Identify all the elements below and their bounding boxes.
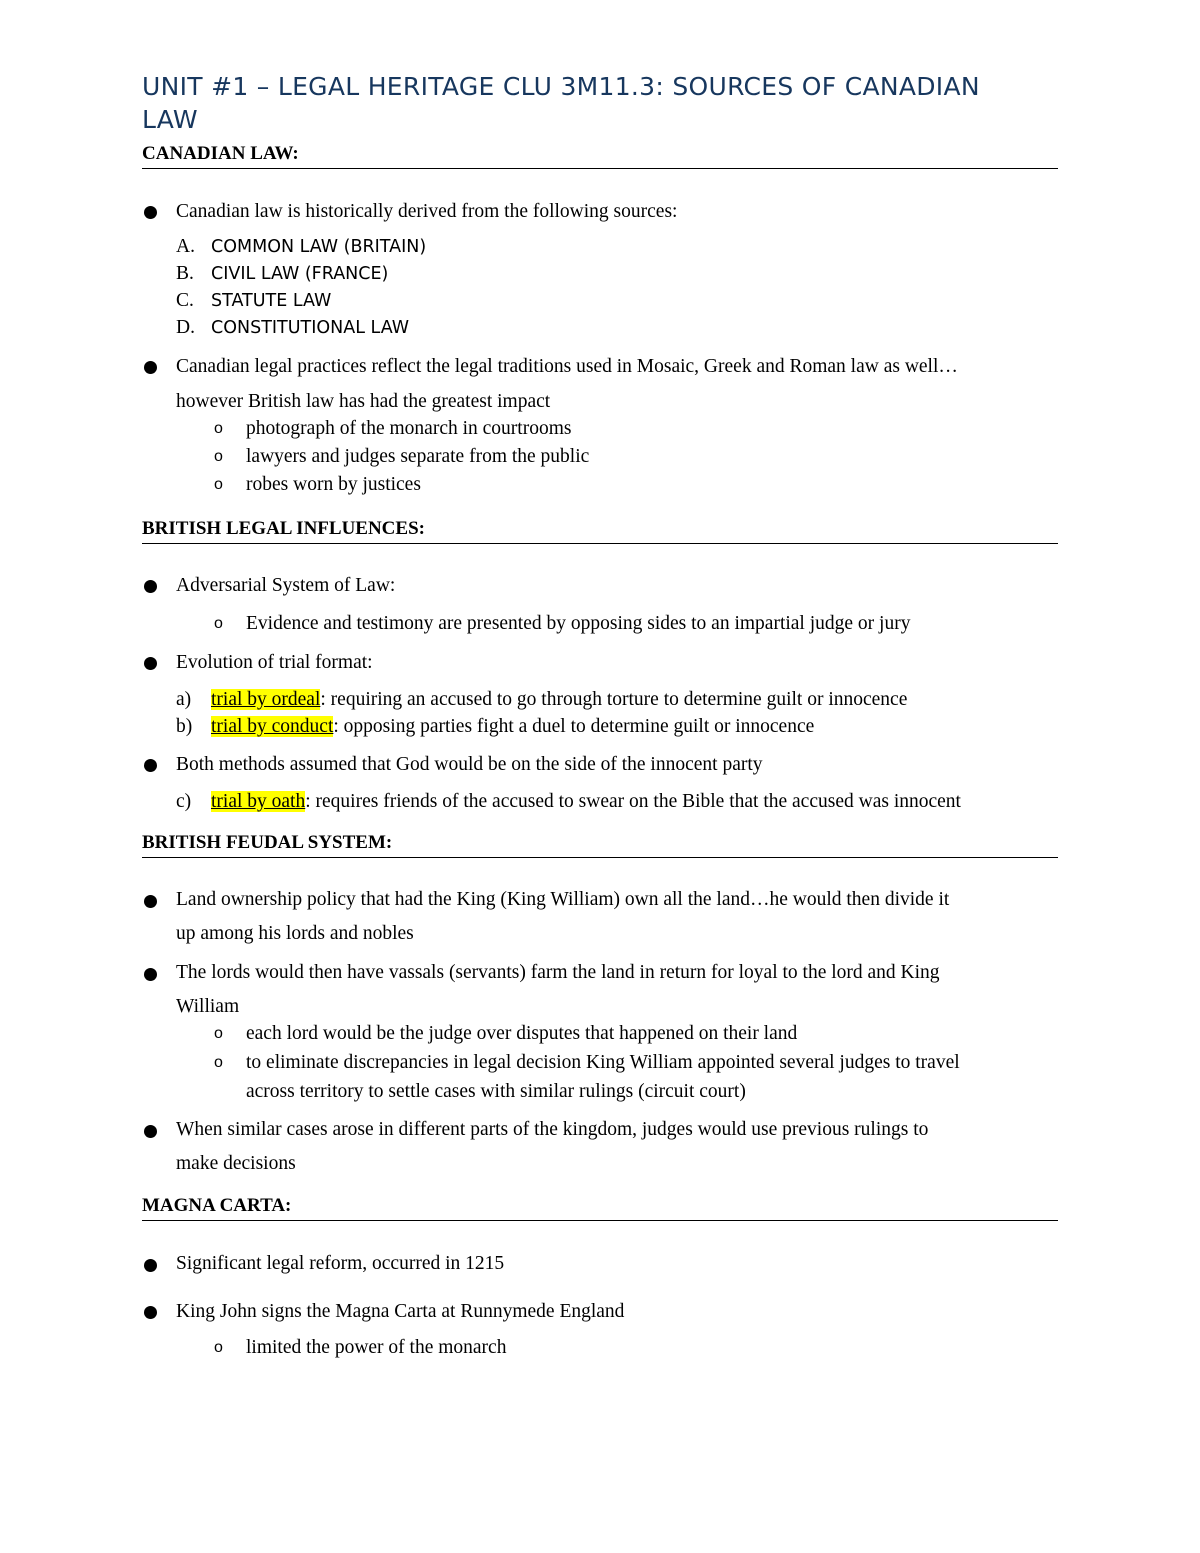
sub-bullet-icon: o — [214, 420, 223, 437]
bullet-text-continued: however British law has had the greatest impact — [176, 391, 551, 412]
term-definition: : opposing parties fight a duel to determine guilt or innocence — [333, 716, 815, 737]
sub-bullet-icon: o — [214, 615, 223, 632]
list-item: STATUTE LAW — [211, 291, 332, 311]
sub-bullet-icon: o — [214, 476, 223, 493]
section-heading-canadian-law: CANADIAN LAW: — [142, 143, 1058, 169]
sub-bullet-text: lawyers and judges separate from the public — [246, 446, 590, 467]
list-label: D. — [176, 317, 195, 338]
bullet-text: Both methods assumed that God would be on the side of the innocent party — [176, 754, 763, 775]
bullet-text: Canadian legal practices reflect the legal traditions used in Mosaic, Greek and Roman law as well… — [176, 356, 958, 377]
list-label: B. — [176, 263, 194, 284]
bullet-text: Significant legal reform, occurred in 1215 — [176, 1253, 505, 1274]
list-item: COMMON LAW (BRITAIN) — [211, 237, 427, 257]
bullet-text: Canadian law is historically derived from the following sources: — [176, 201, 678, 222]
term-definition: : requiring an accused to go through torture to determine guilt or innocence — [320, 689, 908, 710]
sub-bullet-text: Evidence and testimony are presented by opposing sides to an impartial judge or jury — [246, 613, 911, 634]
sub-bullet-icon: o — [214, 1054, 223, 1071]
list-item-trial-by-conduct — [211, 715, 814, 739]
bullet-icon — [144, 759, 157, 772]
bullet-icon — [144, 895, 157, 908]
list-label: a) — [176, 689, 192, 710]
list-label: A. — [176, 236, 195, 257]
list-label: C. — [176, 290, 194, 311]
bullet-icon — [144, 1125, 157, 1138]
title-line-1: UNIT #1 – LEGAL HERITAGE CLU 3M11.3: SOURCES OF CANADIAN — [142, 72, 980, 101]
sub-bullet-icon: o — [214, 1025, 223, 1042]
list-item: CIVIL LAW (FRANCE) — [211, 264, 389, 284]
sub-bullet-text: limited the power of the monarch — [246, 1337, 507, 1358]
sub-bullet-text: robes worn by justices — [246, 474, 421, 495]
section-heading-magna-carta: MAGNA CARTA: — [142, 1195, 1058, 1221]
bullet-icon — [144, 361, 157, 374]
list-label: b) — [176, 716, 193, 737]
bullet-icon — [144, 206, 157, 219]
list-item-trial-by-ordeal — [211, 688, 907, 712]
list-label: c) — [176, 791, 192, 812]
bullet-icon — [144, 968, 157, 981]
bullet-text-continued: up among his lords and nobles — [176, 923, 414, 944]
section-heading-british-legal-influences: BRITISH LEGAL INFLUENCES: — [142, 518, 1058, 544]
bullet-text: King John signs the Magna Carta at Runnymede England — [176, 1301, 625, 1322]
bullet-icon — [144, 580, 157, 593]
bullet-text: The lords would then have vassals (servants) farm the land in return for loyal to the lord and King — [176, 962, 940, 983]
sub-bullet-icon: o — [214, 448, 223, 465]
document-title — [142, 70, 1052, 136]
bullet-text: Land ownership policy that had the King (King William) own all the land…he would then divide it — [176, 889, 950, 910]
bullet-text: When similar cases arose in different parts of the kingdom, judges would use previous rulings to — [176, 1119, 929, 1140]
sub-bullet-text: each lord would be the judge over disputes that happened on their land — [246, 1023, 798, 1044]
highlighted-term: trial by ordeal — [211, 689, 321, 710]
title-line-2: LAW — [142, 105, 198, 134]
bullet-icon — [144, 1259, 157, 1272]
sub-bullet-text: to eliminate discrepancies in legal decision King William appointed several judges to travel — [246, 1052, 960, 1073]
bullet-text: Evolution of trial format: — [176, 652, 373, 673]
term-definition: : requires friends of the accused to swear on the Bible that the accused was innocent — [305, 791, 961, 812]
highlighted-term: trial by conduct — [211, 716, 334, 737]
sub-bullet-text: photograph of the monarch in courtrooms — [246, 418, 572, 439]
highlighted-term: trial by oath — [211, 791, 306, 812]
sub-bullet-text-continued: across territory to settle cases with similar rulings (circuit court) — [246, 1081, 746, 1102]
bullet-icon — [144, 657, 157, 670]
section-heading-british-feudal-system: BRITISH FEUDAL SYSTEM: — [142, 832, 1058, 858]
bullet-icon — [144, 1306, 157, 1319]
list-item-trial-by-oath — [211, 790, 961, 814]
bullet-text-continued: William — [176, 996, 240, 1017]
bullet-text: Adversarial System of Law: — [176, 575, 396, 596]
bullet-text-continued: make decisions — [176, 1153, 296, 1174]
list-item: CONSTITUTIONAL LAW — [211, 318, 410, 338]
sub-bullet-icon: o — [214, 1339, 223, 1356]
